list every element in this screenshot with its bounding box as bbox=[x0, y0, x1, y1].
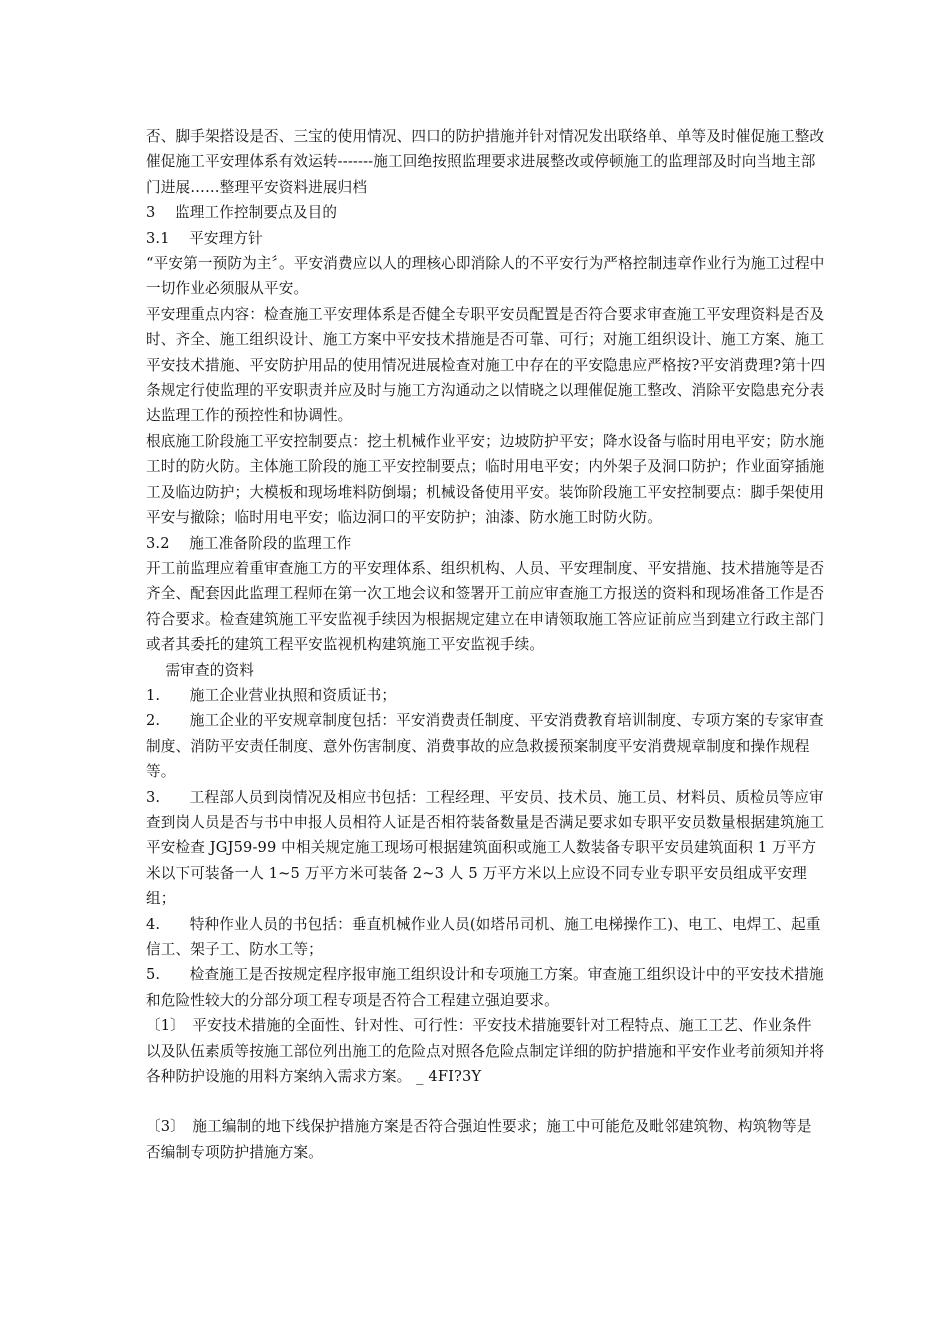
sub-item-1: 〔1〕 平安技术措施的全面性、针对性、可行性：平安技术措施要针对工程特点、施工工艺、作业条件以及队伍素质等按施工部位列出施工的危险点对照各危险点制定详细的防护措施和平安作业考前须知并将各种防护设施的用料方案纳入需求方案。 _ 4FI?3Y bbox=[146, 1017, 825, 1086]
list-item-1: 1. 施工企业营业执照和资质证书； bbox=[146, 686, 397, 704]
sub-item-3: 〔3〕 施工编制的地下线保护措施方案是否符合强迫性要求；施工中可能危及毗邻建筑物、构筑物等是否编制专项防护措施方案。 bbox=[146, 1118, 812, 1161]
section-heading-3-2: 3.2 施工准备阶段的监理工作 bbox=[146, 534, 352, 552]
paragraph-policy: “平安第一预防为主〞。平安消费应以人的理核心即消除人的不平安行为严格控制违章作业行为施工过程中一切作业必须服从平安。 bbox=[146, 255, 825, 298]
list-item-2: 2. 施工企业的平安规章制度包括：平安消费责任制度、平安消费教育培训制度、专项方案的专家审查制度、消防平安责任制度、意外伤害制度、消费事故的应急救援预案制度平安消费规章制度和操作规程等。 bbox=[146, 712, 824, 781]
paragraph-key-content: 平安理重点内容：检查施工平安理体系是否健全专职平安员配置是否符合要求审查施工平安理资料是否及时、齐全、施工组织设计、施工方案中平安技术措施是否可靠、可行；对施工组织设计、施工方案、施工平安技术措施、平安防护用品的使用情况进展检查对施工中存在的平安隐患应严格按?平安消费理?第十四条规定行使监理的平安职责并应及时与施工方沟通动之以情晓之以理催促施工整改、消除平安隐患充分表达监理工作的预控性和协调性。 bbox=[146, 305, 826, 425]
list-item-3: 3. 工程部人员到岗情况及相应书包括：工程经理、平安员、技术员、施工员、材料员、质检员等应审查到岗人员是否与书中申报人员相符人证是否相符装备数量是否满足要求如专职平安员数量根据建筑施工平安检查 JGJ59-99 中相关规定施工现场可根据建筑面积或施工人数装备专职平安员建筑面积 1 万平方米以下可装备一人 1~5 万平方米可装备 2~3 人 5 万平方米以上应设不同专业专职平安员组成平安理组； bbox=[146, 788, 825, 908]
paragraph-control-points: 根底施工阶段施工平安控制要点：挖土机械作业平安；边坡防护平安；降水设备与临时用电平安；防水施工时的防火防。主体施工阶段的施工平安控制要点；临时用电平安；内外架子及洞口防护；作业面穿插施工及临边防护；大模板和现场堆料防倒塌；机械设备使用平安。装饰阶段施工平安控制要点：脚手架使用平安与撤除；临时用电平安；临边洞口的平安防护；油漆、防水施工时防火防。 bbox=[146, 432, 825, 527]
paragraph-1: 否、脚手架搭设是否、三宝的使用情况、四口的防护措施并针对情况发出联络单、单等及时催促施工整改催促施工平安理体系有效运转-------施工回绝按照监理要求进展整改或停顿施工的监理部及时向当地主部门进展……整理平安资料进展归档 bbox=[146, 128, 825, 196]
section-heading-3: 3 监理工作控制要点及目的 bbox=[146, 204, 338, 222]
blank-line bbox=[146, 1089, 826, 1114]
paragraph-preparation: 开工前监理应着重审查施工方的平安理体系、组织机构、人员、平安理制度、平安措施、技术措施等是否齐全、配套因此监理工程师在第一次工地会议和签署开工前应审查施工方报送的资料和现场准备工作是否符合要求。检查建筑施工平安监视手续因为根据规定建立在申请领取施工答应证前应当到建立行政主部门或者其委托的建筑工程平安监视机构建筑施工平安监视手续。 bbox=[146, 559, 825, 654]
subheading-materials: 需审查的资料 bbox=[146, 661, 254, 679]
list-item-5: 5. 检查施工是否按规定程序报审施工组织设计和专项施工方案。审查施工组织设计中的平安技术措施和危险性较大的分部分项工程专项是否符合工程建立强迫要求。 bbox=[146, 966, 824, 1009]
list-item-4: 4. 特种作业人员的书包括：垂直机械作业人员(如塔吊司机、施工电梯操作工)、电工、电焊工、起重信工、架子工、防水工等； bbox=[146, 915, 821, 958]
section-heading-3-1: 3.1 平安理方针 bbox=[146, 229, 263, 247]
document-page bbox=[146, 124, 826, 1165]
